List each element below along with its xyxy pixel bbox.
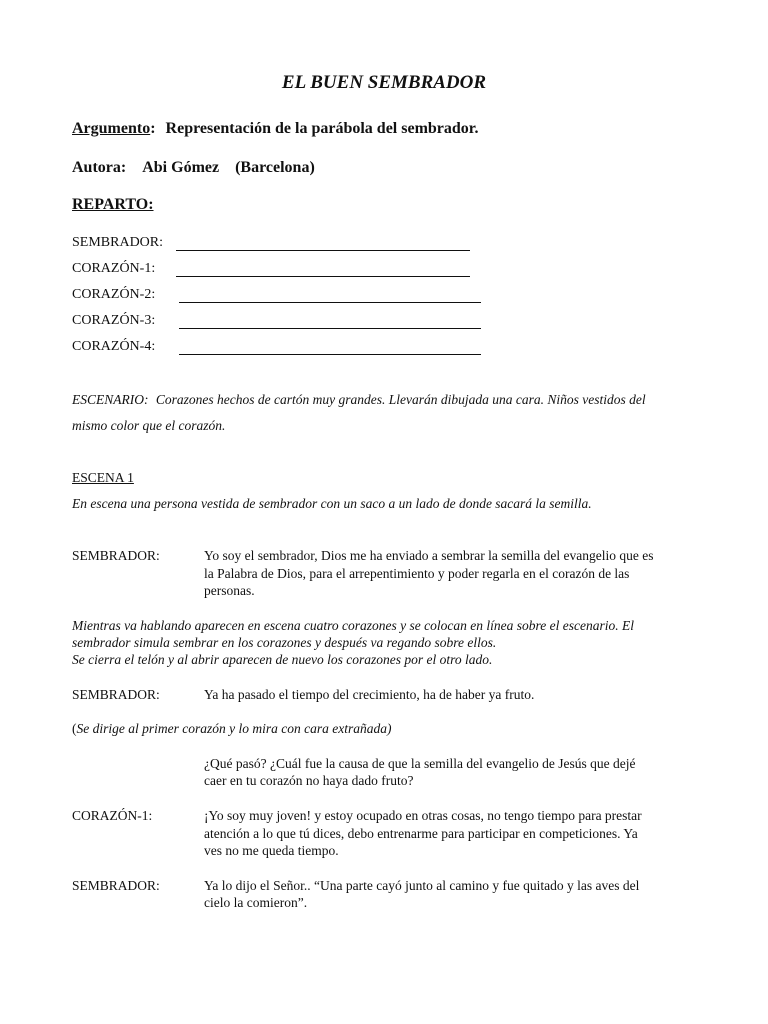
dialogue-line: personas. (204, 583, 255, 598)
argumento-text: Representación de la parábola del sembrador. (165, 120, 479, 137)
dialogue-line: ¿Qué pasó? ¿Cuál fue la causa de que la semilla del evangelio de Jesús que dejé (204, 756, 636, 771)
stage-direction-paren: ( (72, 721, 77, 736)
stage-direction-line: Mientras va hablando aparecen en escena cuatro corazones y se colocan en línea sobre el escenario. El (72, 618, 634, 633)
argumento-line (72, 120, 478, 138)
dialogue-line: atención a lo que tú dices, debo entrenarme para participar en competiciones. Ya (204, 826, 638, 841)
dialogue-line: ¡Yo soy muy joven! y estoy ocupado en otras cosas, no tengo tiempo para prestar (204, 808, 642, 823)
cast-blank-line (179, 328, 481, 329)
escenario-line-2: mismo color que el corazón. (72, 418, 226, 433)
cast-blank-line (179, 302, 481, 303)
speaker-label: SEMBRADOR: (72, 548, 160, 563)
escena-heading: ESCENA 1 (72, 470, 134, 485)
speaker-label: SEMBRADOR: (72, 687, 160, 702)
stage-direction-line (72, 720, 391, 738)
argumento-separator: : (150, 120, 156, 137)
escenario-text: Corazones hechos de cartón muy grandes. Llevarán dibujada una cara. Niños vestidos del (155, 392, 646, 407)
cast-blank-line (176, 276, 470, 277)
cast-item-corazon-1: CORAZÓN-1: (72, 261, 156, 276)
stage-direction-line: sembrador simula sembrar en los corazones y después va regando sobre ellos. (72, 635, 497, 650)
dialogue-line: Yo soy el sembrador, Dios me ha enviado a sembrar la semilla del evangelio que es (204, 548, 654, 563)
cast-blank-line (176, 250, 470, 251)
escena-intro: En escena una persona vestida de sembrador con un saco a un lado de donde sacará la semilla. (72, 496, 592, 511)
dialogue-line: cielo la comieron”. (204, 895, 308, 910)
dialogue-line: caer en tu corazón no haya dado fruto? (204, 773, 414, 788)
argumento-label: Argumento (72, 120, 151, 137)
reparto-heading: REPARTO: (72, 196, 154, 213)
stage-direction-text: Se dirige al primer corazón y lo mira con cara extrañada) (76, 721, 392, 736)
autora-place: (Barcelona) (235, 159, 315, 176)
cast-item-corazon-4: CORAZÓN-4: (72, 339, 156, 354)
autora-line (72, 159, 315, 177)
cast-item-sembrador: SEMBRADOR: (72, 235, 164, 250)
speaker-label: CORAZÓN-1: (72, 808, 153, 823)
cast-item-corazon-2: CORAZÓN-2: (72, 287, 156, 302)
speaker-label: SEMBRADOR: (72, 878, 160, 893)
autora-name: Abi Gómez (142, 159, 220, 176)
cast-item-corazon-3: CORAZÓN-3: (72, 313, 156, 328)
document-title: EL BUEN SEMBRADOR (281, 72, 487, 93)
dialogue-line: ves no me queda tiempo. (204, 843, 339, 858)
autora-label: Autora: (72, 159, 127, 176)
escenario-label: ESCENARIO: (72, 392, 149, 407)
dialogue-line: Ya lo dijo el Señor.. “Una parte cayó junto al camino y fue quitado y las aves del (204, 878, 640, 893)
stage-direction-line: Se cierra el telón y al abrir aparecen de nuevo los corazones por el otro lado. (72, 652, 493, 667)
escenario-line-1 (72, 392, 646, 408)
cast-blank-line (179, 354, 481, 355)
dialogue-line: la Palabra de Dios, para el arrepentimiento y poder regarla en el corazón de las (204, 566, 630, 581)
dialogue-line: Ya ha pasado el tiempo del crecimiento, ha de haber ya fruto. (204, 687, 535, 702)
